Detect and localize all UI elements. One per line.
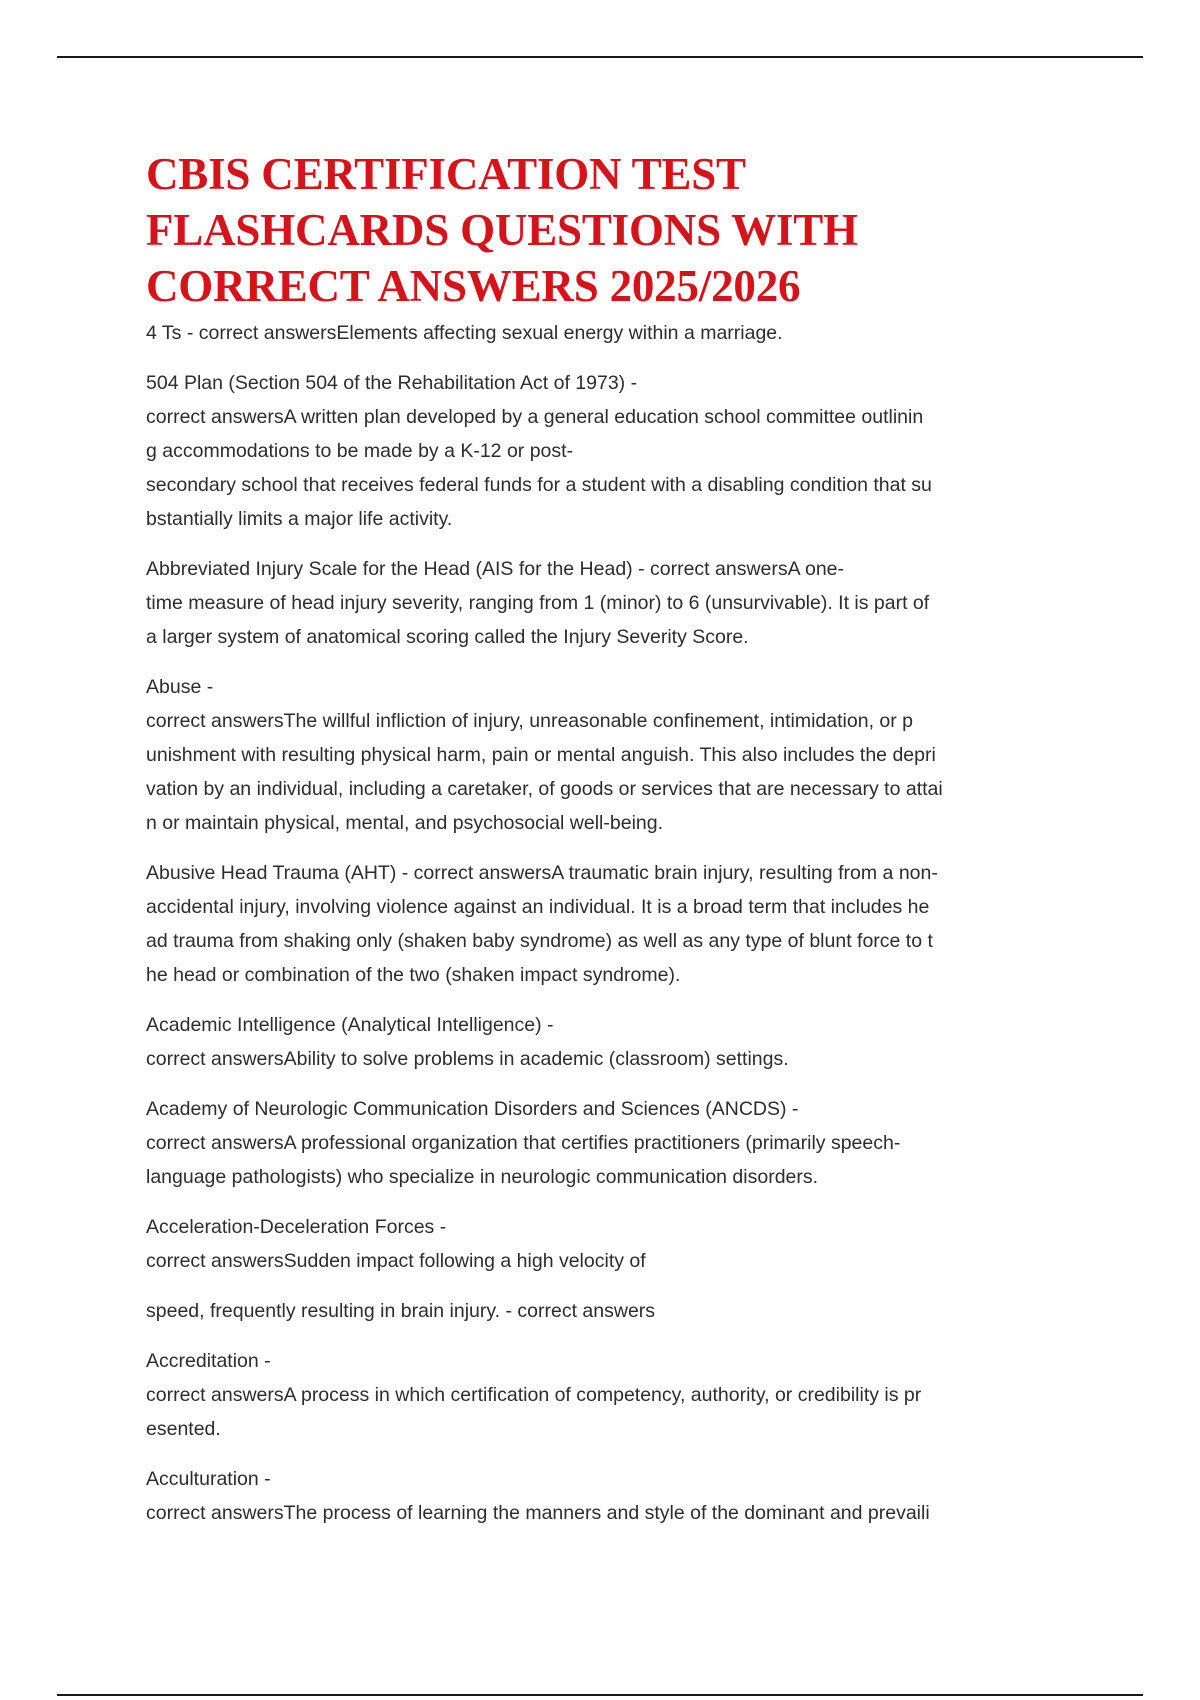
document-body [146,146,1058,1546]
flashcard-entry [146,366,1058,536]
flashcard-line: Abbreviated Injury Scale for the Head (AIS for the Head) - correct answersA one- [146,558,845,580]
flashcard-line: n or maintain physical, mental, and psychosocial well-being. [146,812,664,834]
flashcard-entry [146,1462,1058,1530]
flashcard-line: esented. [146,1418,221,1440]
flashcard-line: ad trauma from shaking only (shaken baby syndrome) as well as any type of blunt force to t [146,930,933,952]
flashcard-line: Abusive Head Trauma (AHT) - correct answersA traumatic brain injury, resulting from a non- [146,862,938,884]
flashcard-entry [146,670,1058,840]
flashcard-line: bstantially limits a major life activity. [146,508,453,530]
flashcard-line: correct answersA written plan developed by a general education school committee outlinin [146,406,924,428]
flashcard-list [146,316,1058,1530]
top-rule [57,56,1143,58]
flashcard-entry [146,1210,1058,1278]
flashcard-entry [146,1344,1058,1446]
flashcard-line: correct answersAbility to solve problems in academic (classroom) settings. [146,1048,789,1070]
flashcard-line: 504 Plan (Section 504 of the Rehabilitation Act of 1973) - [146,372,638,394]
flashcard-line: correct answersA professional organization that certifies practitioners (primarily speech- [146,1132,901,1154]
title-line: CORRECT ANSWERS 2025/2026 [146,261,801,311]
flashcard-line: vation by an individual, including a caretaker, of goods or services that are necessary to attai [146,778,943,800]
flashcard-line: accidental injury, involving violence against an individual. It is a broad term that includes he [146,896,930,918]
flashcard-entry [146,856,1058,992]
flashcard-entry [146,316,1058,350]
flashcard-line: time measure of head injury severity, ranging from 1 (minor) to 6 (unsurvivable). It is part of [146,592,930,614]
flashcard-line: a larger system of anatomical scoring called the Injury Severity Score. [146,626,749,648]
flashcard-line: he head or combination of the two (shaken impact syndrome). [146,964,681,986]
flashcard-entry [146,552,1058,654]
flashcard-line: Acceleration-Deceleration Forces - [146,1216,447,1238]
flashcard-line: correct answersSudden impact following a high velocity of [146,1250,646,1272]
flashcard-line: Accreditation - [146,1350,271,1372]
flashcard-line: Abuse - [146,676,214,698]
flashcard-line: Acculturation - [146,1468,271,1490]
flashcard-line: Academy of Neurologic Communication Disorders and Sciences (ANCDS) - [146,1098,799,1120]
flashcard-entry [146,1008,1058,1076]
flashcard-line: correct answersThe process of learning the manners and style of the dominant and prevaili [146,1502,930,1524]
flashcard-line: correct answersA process in which certification of competency, authority, or credibility is pr [146,1384,922,1406]
title-line: FLASHCARDS QUESTIONS WITH [146,205,858,255]
bottom-rule [57,1694,1143,1696]
flashcard-line: correct answersThe willful infliction of injury, unreasonable confinement, intimidation, or p [146,710,914,732]
title-line: CBIS CERTIFICATION TEST [146,149,746,199]
flashcard-line: secondary school that receives federal funds for a student with a disabling condition that su [146,474,932,496]
flashcard-line: unishment with resulting physical harm, pain or mental anguish. This also includes the depri [146,744,936,766]
flashcard-line: 4 Ts - correct answersElements affecting sexual energy within a marriage. [146,322,783,344]
flashcard-line: speed, frequently resulting in brain injury. - correct answers [146,1300,656,1322]
document-title [146,146,1058,314]
flashcard-entry [146,1294,1058,1328]
flashcard-entry [146,1092,1058,1194]
flashcard-line: g accommodations to be made by a K-12 or post- [146,440,574,462]
flashcard-line: language pathologists) who specialize in neurologic communication disorders. [146,1166,819,1188]
flashcard-line: Academic Intelligence (Analytical Intelligence) - [146,1014,554,1036]
